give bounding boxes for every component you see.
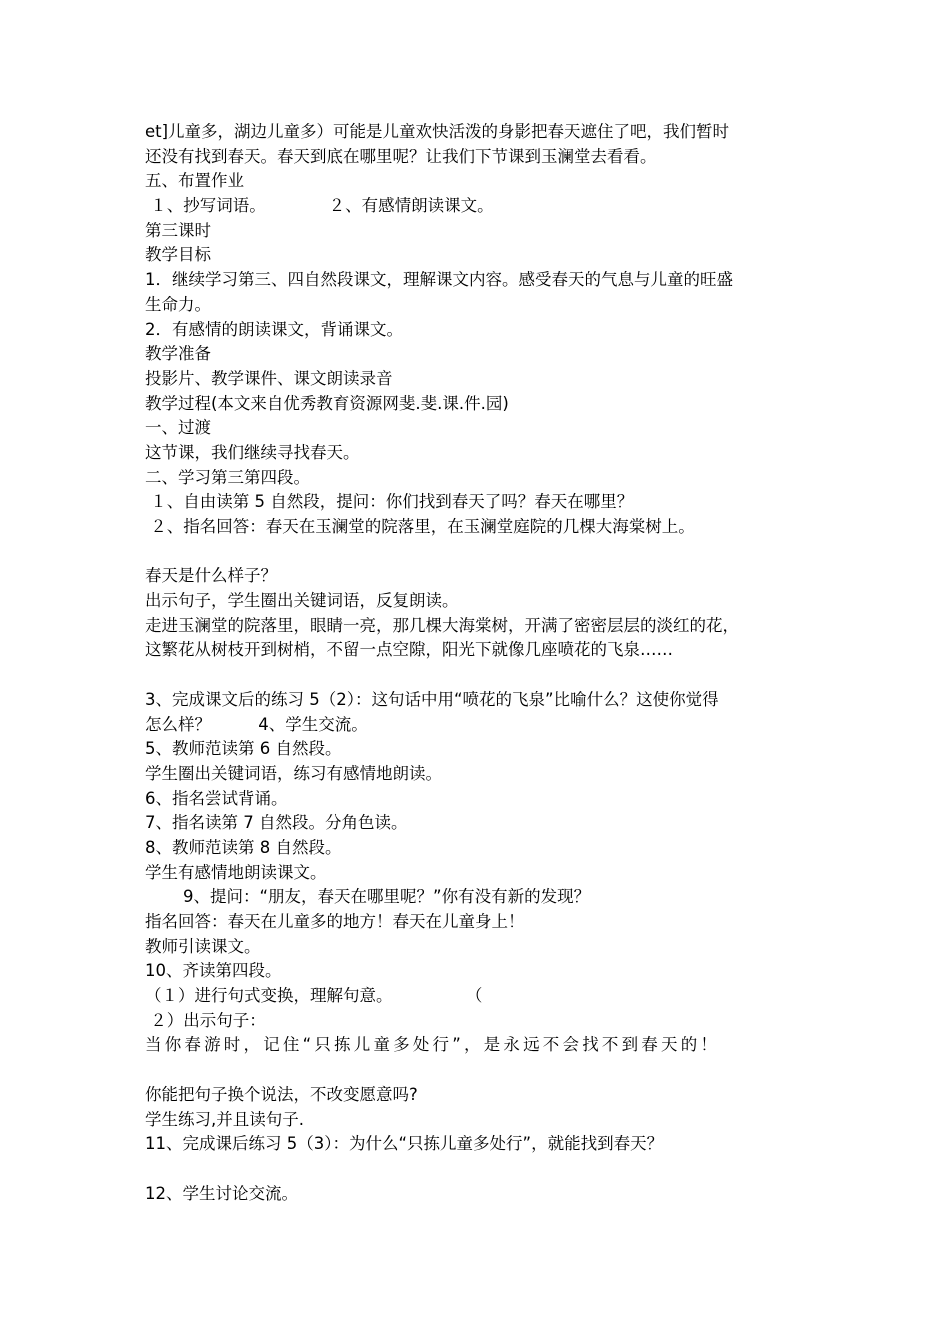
paragraph-line: 教师引读课文。: [145, 936, 261, 956]
list-item: 5、教师范读第 6 自然段。: [145, 739, 342, 759]
list-item: 10、齐读第四段。: [145, 961, 282, 981]
paragraph-line: 还没有找到春天。春天到底在哪里呢？让我们下节课到玉澜堂去看看。: [145, 146, 657, 166]
section-heading: 一、过渡: [145, 418, 211, 438]
paragraph-line: 出示句子，学生圈出关键词语，反复朗读。: [145, 591, 459, 611]
paragraph-line: et]儿童多，湖边儿童多）可能是儿童欢快活泼的身影把春天遮住了吧，我们暂时: [145, 122, 730, 141]
section-heading: 教学目标: [145, 245, 211, 265]
section-heading: 五、布置作业: [145, 171, 244, 191]
quoted-text: 当你春游时，记住“只拣儿童多处行”，是永远不会找不到春天的！: [145, 1035, 721, 1055]
list-item: 8、教师范读第 8 自然段。: [145, 837, 342, 857]
quoted-text: 走进玉澜堂的院落里，眼睛一亮，那几棵大海棠树，开满了密密层层的淡红的花，: [145, 615, 739, 635]
section-heading: 二、学习第三第四段。: [145, 467, 310, 487]
section-heading: 教学准备: [145, 344, 211, 364]
list-item: 怎么样？ 4、学生交流。: [145, 714, 368, 734]
blank-line: [145, 540, 815, 565]
paragraph-line: 学生圈出关键词语，练习有感情地朗读。: [145, 763, 442, 783]
quoted-text: 这繁花从树枝开到树梢，不留一点空隙，阳光下就像几座喷花的飞泉……: [145, 640, 673, 660]
paragraph-line: 投影片、教学课件、课文朗读录音: [145, 368, 393, 388]
paragraph-line: 指名回答：春天在儿童多的地方！春天在儿童身上！: [145, 912, 525, 931]
paragraph-line: 这节课，我们继续寻找春天。: [145, 442, 360, 462]
list-item: （１）进行句式变换，理解句意。 （: [145, 986, 483, 1006]
list-item: 2．有感情的朗读课文，背诵课文。: [145, 319, 403, 339]
list-item: 3、完成课文后的练习 5（2）：这句话中用“喷花的飞泉”比喻什么？这使你觉得: [145, 689, 719, 709]
list-item: 9、提问：“朋友，春天在哪里呢？”你有没有新的发现？: [183, 887, 591, 907]
section-heading: 教学过程(本文来自优秀教育资源网斐.斐.课.件.园): [145, 393, 509, 413]
list-item: 12、学生讨论交流。: [145, 1183, 298, 1203]
list-item: １、自由读第 5 自然段，提问：你们找到春天了吗？春天在哪里？: [145, 492, 634, 512]
paragraph-line: 春天是什么样子？: [145, 566, 277, 586]
list-item: 7、指名读第 7 自然段。分角色读。: [145, 813, 408, 833]
paragraph-line: 学生练习,并且读句子.: [145, 1109, 304, 1129]
blank-line: [145, 1157, 815, 1182]
document-body: [145, 120, 815, 1206]
list-item: ２、指名回答：春天在玉澜堂的院落里，在玉澜堂庭院的几棵大海棠树上。: [145, 517, 695, 536]
blank-line: [145, 1058, 815, 1083]
paragraph-line: 学生有感情地朗读课文。: [145, 862, 327, 882]
list-item: １、抄写词语。 ２、有感情朗读课文。: [145, 196, 494, 216]
list-item: 1．继续学习第三、四自然段课文，理解课文内容。感受春天的气息与儿童的旺盛: [145, 270, 733, 290]
list-item: ２）出示句子：: [145, 1010, 266, 1030]
paragraph-line: 生命力。: [145, 294, 211, 314]
list-item: 6、指名尝试背诵。: [145, 788, 288, 808]
section-heading: 第三课时: [145, 220, 211, 240]
list-item: 11、完成课后练习 5（3）：为什么“只拣儿童多处行”，就能找到春天？: [145, 1134, 664, 1154]
paragraph-line: 你能把句子换个说法，不改变愿意吗?: [145, 1084, 418, 1104]
blank-line: [145, 663, 815, 688]
